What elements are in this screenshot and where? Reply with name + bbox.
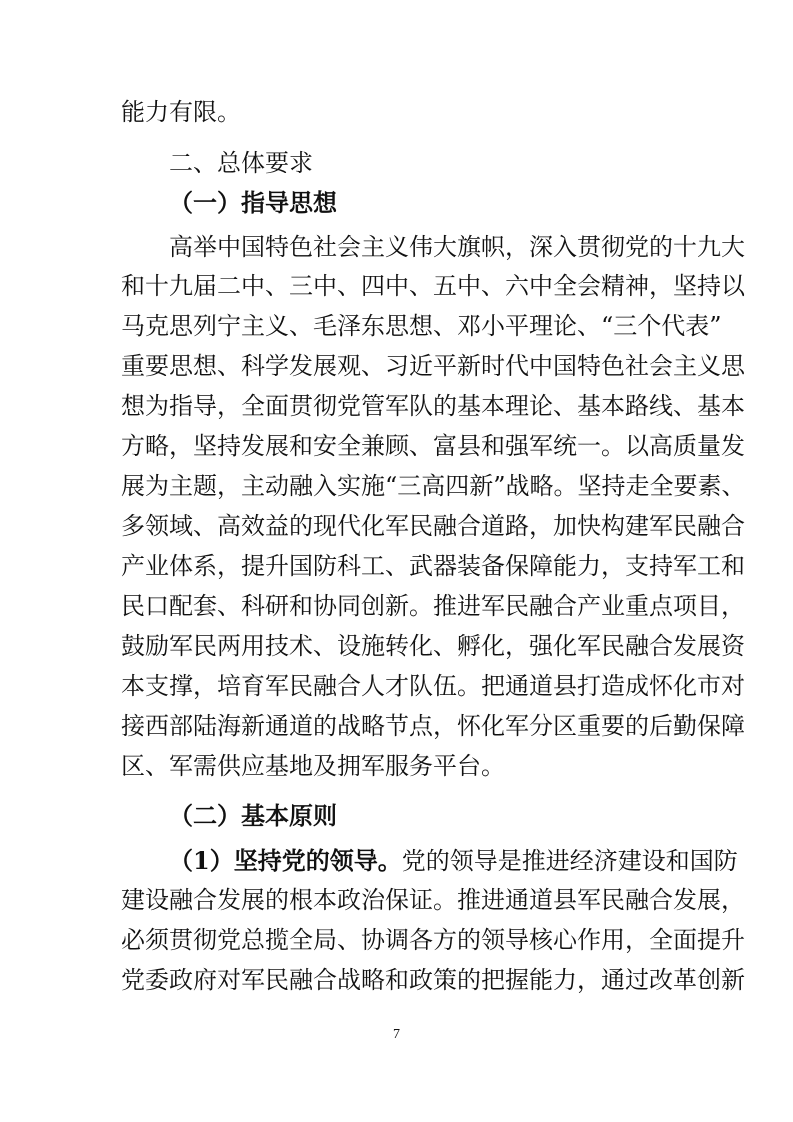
paragraph-line: 方略，坚持发展和安全兼顾、富县和强军统一。以高质量发 (121, 432, 745, 460)
paragraph-line: 民口配套、科研和协同创新。推进军民融合产业重点项目， (121, 592, 745, 620)
page-number: 7 (393, 1027, 400, 1042)
paragraph-line: 多领域、高效益的现代化军民融合道路，加快构建军民融合 (121, 512, 745, 540)
principle-text: 党的领导是推进经济建设和国防 (401, 847, 738, 875)
principle-title: （1）坚持党的领导。 (169, 846, 402, 875)
paragraph-line: 高举中国特色社会主义伟大旗帜，深入贯彻党的十九大 (169, 233, 745, 261)
paragraph-line (169, 846, 738, 876)
paragraph-line: 党委政府对军民融合战略和政策的把握能力，通过改革创新 (121, 966, 745, 994)
paragraph-line: 必须贯彻党总揽全局、协调各方的领导核心作用，全面提升 (121, 926, 745, 954)
paragraph-line: 展为主题，主动融入实施“三高四新”战略。坚持走全要素、 (121, 472, 746, 500)
paragraph-line: 鼓励军民两用技术、设施转化、孵化，强化军民融合发展资 (121, 632, 745, 660)
paragraph-line: 建设融合发展的根本政治保证。推进通道县军民融合发展， (121, 886, 745, 914)
paragraph-line: 区、军需供应基地及拥军服务平台。 (121, 752, 505, 780)
subsection-heading: （二）基本原则 (169, 801, 337, 830)
paragraph-line: 接西部陆海新通道的战略节点，怀化军分区重要的后勤保障 (121, 712, 745, 740)
paragraph-line: 重要思想、科学发展观、习近平新时代中国特色社会主义思 (121, 352, 745, 380)
paragraph-line: 和十九届二中、三中、四中、五中、六中全会精神，坚持以 (121, 272, 745, 300)
subsection-heading: （一）指导思想 (169, 188, 337, 217)
paragraph-line: 想为指导，全面贯彻党管军队的基本理论、基本路线、基本 (121, 392, 745, 420)
paragraph-line: 马克思列宁主义、毛泽东思想、邓小平理论、“三个代表” (121, 312, 722, 340)
paragraph-line: 本支撑，培育军民融合人才队伍。把通道县打造成怀化市对 (121, 672, 745, 700)
section-heading: 二、总体要求 (169, 149, 313, 177)
paragraph-line: 能力有限。 (121, 98, 241, 126)
paragraph-line: 产业体系，提升国防科工、武器装备保障能力，支持军工和 (121, 552, 745, 580)
